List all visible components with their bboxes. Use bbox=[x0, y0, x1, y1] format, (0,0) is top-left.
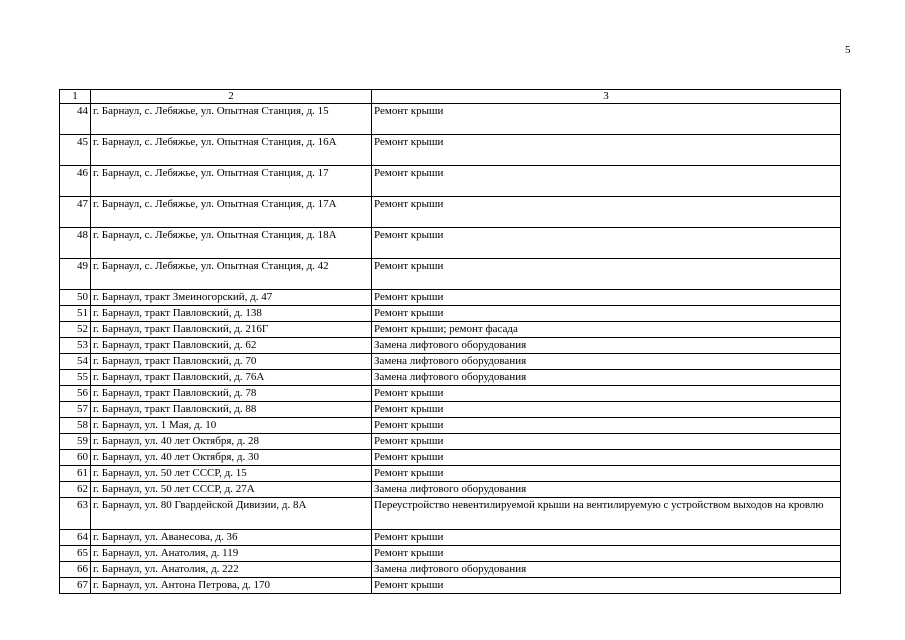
row-work-type: Ремонт крыши bbox=[372, 259, 841, 290]
row-work-type: Переустройство невентилируемой крыши на вентилируемую с устройством выходов на кровлю bbox=[372, 498, 841, 530]
table-row bbox=[60, 228, 841, 259]
row-address: г. Барнаул, тракт Павловский, д. 70 bbox=[91, 354, 372, 370]
row-work-type: Ремонт крыши bbox=[372, 228, 841, 259]
row-address: г. Барнаул, ул. 50 лет СССР, д. 27А bbox=[91, 482, 372, 498]
row-address: г. Барнаул, тракт Павловский, д. 88 bbox=[91, 402, 372, 418]
row-address: г. Барнаул, ул. 40 лет Октября, д. 30 bbox=[91, 450, 372, 466]
table-body bbox=[60, 104, 841, 594]
row-number: 60 bbox=[60, 450, 91, 466]
table-row bbox=[60, 338, 841, 354]
header-col-2: 2 bbox=[91, 90, 372, 104]
page-number: 5 bbox=[845, 44, 851, 56]
table-row bbox=[60, 546, 841, 562]
table-row bbox=[60, 450, 841, 466]
table-row bbox=[60, 290, 841, 306]
row-work-type: Ремонт крыши bbox=[372, 418, 841, 434]
table-row bbox=[60, 498, 841, 530]
row-number: 50 bbox=[60, 290, 91, 306]
table-row bbox=[60, 402, 841, 418]
row-address: г. Барнаул, тракт Змеиногорский, д. 47 bbox=[91, 290, 372, 306]
table-row bbox=[60, 166, 841, 197]
table-row bbox=[60, 322, 841, 338]
row-work-type: Ремонт крыши bbox=[372, 166, 841, 197]
row-number: 65 bbox=[60, 546, 91, 562]
row-number: 66 bbox=[60, 562, 91, 578]
row-address: г. Барнаул, ул. 80 Гвардейской Дивизии, д. 8А bbox=[91, 498, 372, 530]
row-address: г. Барнаул, ул. Антона Петрова, д. 170 bbox=[91, 578, 372, 594]
row-number: 59 bbox=[60, 434, 91, 450]
row-work-type: Ремонт крыши; ремонт фасада bbox=[372, 322, 841, 338]
row-number: 49 bbox=[60, 259, 91, 290]
row-number: 58 bbox=[60, 418, 91, 434]
row-work-type: Ремонт крыши bbox=[372, 104, 841, 135]
row-work-type: Ремонт крыши bbox=[372, 434, 841, 450]
row-address: г. Барнаул, с. Лебяжье, ул. Опытная Станция, д. 15 bbox=[91, 104, 372, 135]
row-work-type: Ремонт крыши bbox=[372, 466, 841, 482]
header-col-1: 1 bbox=[60, 90, 91, 104]
row-number: 63 bbox=[60, 498, 91, 530]
table-row bbox=[60, 562, 841, 578]
row-address: г. Барнаул, с. Лебяжье, ул. Опытная Станция, д. 17 bbox=[91, 166, 372, 197]
row-address: г. Барнаул, ул. Аванесова, д. 36 bbox=[91, 530, 372, 546]
table-row bbox=[60, 135, 841, 166]
row-address: г. Барнаул, ул. Анатолия, д. 119 bbox=[91, 546, 372, 562]
row-number: 45 bbox=[60, 135, 91, 166]
table-row bbox=[60, 578, 841, 594]
row-work-type: Ремонт крыши bbox=[372, 135, 841, 166]
row-work-type: Замена лифтового оборудования bbox=[372, 562, 841, 578]
row-address: г. Барнаул, с. Лебяжье, ул. Опытная Станция, д. 42 bbox=[91, 259, 372, 290]
row-work-type: Замена лифтового оборудования bbox=[372, 370, 841, 386]
row-work-type: Ремонт крыши bbox=[372, 402, 841, 418]
table-row bbox=[60, 197, 841, 228]
row-number: 56 bbox=[60, 386, 91, 402]
row-number: 44 bbox=[60, 104, 91, 135]
row-work-type: Замена лифтового оборудования bbox=[372, 482, 841, 498]
row-work-type: Замена лифтового оборудования bbox=[372, 354, 841, 370]
row-address: г. Барнаул, ул. Анатолия, д. 222 bbox=[91, 562, 372, 578]
table-row bbox=[60, 418, 841, 434]
row-address: г. Барнаул, тракт Павловский, д. 76А bbox=[91, 370, 372, 386]
row-address: г. Барнаул, тракт Павловский, д. 62 bbox=[91, 338, 372, 354]
row-work-type: Ремонт крыши bbox=[372, 578, 841, 594]
table-row bbox=[60, 370, 841, 386]
table-row bbox=[60, 530, 841, 546]
header-row bbox=[60, 90, 841, 104]
row-address: г. Барнаул, с. Лебяжье, ул. Опытная Станция, д. 18А bbox=[91, 228, 372, 259]
row-number: 52 bbox=[60, 322, 91, 338]
row-number: 64 bbox=[60, 530, 91, 546]
header-col-3: 3 bbox=[372, 90, 841, 104]
row-number: 48 bbox=[60, 228, 91, 259]
row-address: г. Барнаул, ул. 40 лет Октября, д. 28 bbox=[91, 434, 372, 450]
row-work-type: Ремонт крыши bbox=[372, 546, 841, 562]
row-number: 55 bbox=[60, 370, 91, 386]
row-address: г. Барнаул, тракт Павловский, д. 78 bbox=[91, 386, 372, 402]
row-address: г. Барнаул, тракт Павловский, д. 138 bbox=[91, 306, 372, 322]
table-row bbox=[60, 104, 841, 135]
table-row bbox=[60, 386, 841, 402]
works-table bbox=[59, 89, 841, 594]
row-number: 51 bbox=[60, 306, 91, 322]
table-row bbox=[60, 259, 841, 290]
row-number: 54 bbox=[60, 354, 91, 370]
table-row bbox=[60, 482, 841, 498]
row-work-type: Ремонт крыши bbox=[372, 530, 841, 546]
row-address: г. Барнаул, с. Лебяжье, ул. Опытная Станция, д. 16А bbox=[91, 135, 372, 166]
row-number: 62 bbox=[60, 482, 91, 498]
row-address: г. Барнаул, ул. 1 Мая, д. 10 bbox=[91, 418, 372, 434]
table-row bbox=[60, 306, 841, 322]
row-address: г. Барнаул, ул. 50 лет СССР, д. 15 bbox=[91, 466, 372, 482]
row-address: г. Барнаул, с. Лебяжье, ул. Опытная Станция, д. 17А bbox=[91, 197, 372, 228]
row-number: 61 bbox=[60, 466, 91, 482]
row-number: 67 bbox=[60, 578, 91, 594]
table-row bbox=[60, 354, 841, 370]
row-number: 53 bbox=[60, 338, 91, 354]
row-work-type: Ремонт крыши bbox=[372, 306, 841, 322]
row-number: 57 bbox=[60, 402, 91, 418]
row-address: г. Барнаул, тракт Павловский, д. 216Г bbox=[91, 322, 372, 338]
row-work-type: Ремонт крыши bbox=[372, 197, 841, 228]
table-row bbox=[60, 434, 841, 450]
row-number: 47 bbox=[60, 197, 91, 228]
row-work-type: Замена лифтового оборудования bbox=[372, 338, 841, 354]
table-row bbox=[60, 466, 841, 482]
row-work-type: Ремонт крыши bbox=[372, 290, 841, 306]
row-work-type: Ремонт крыши bbox=[372, 386, 841, 402]
row-number: 46 bbox=[60, 166, 91, 197]
row-work-type: Ремонт крыши bbox=[372, 450, 841, 466]
